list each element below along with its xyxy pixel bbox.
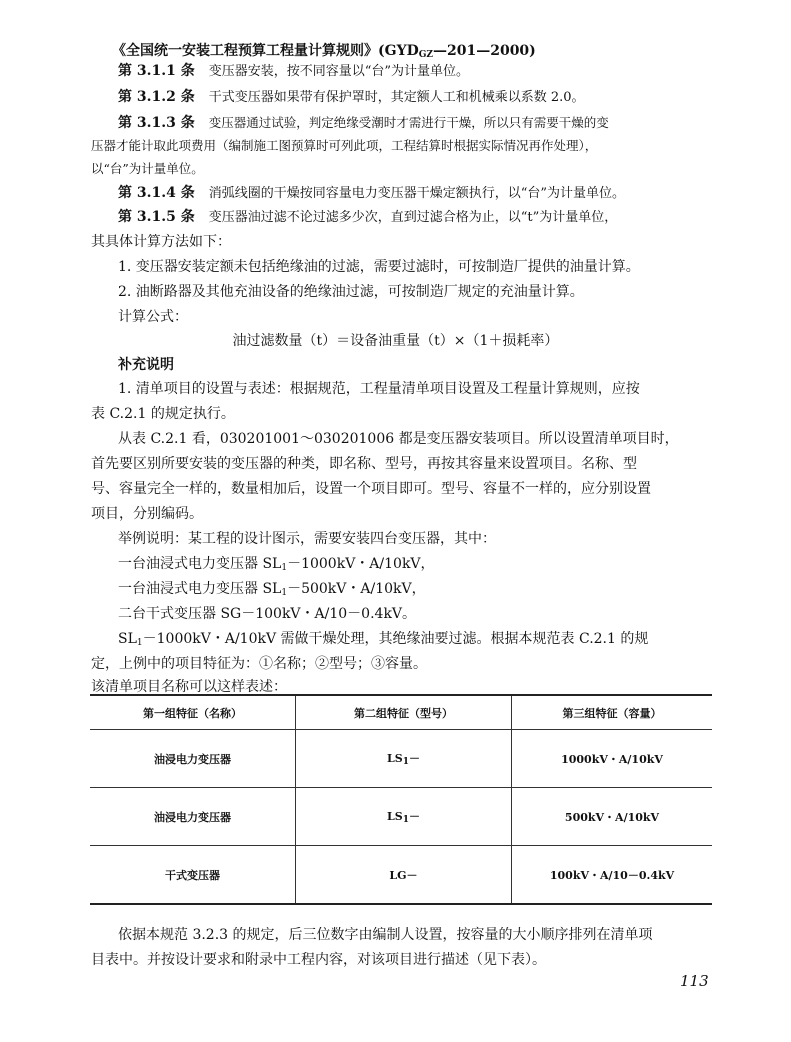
cell-capacity: 100kV・A/10－0.4kV xyxy=(512,846,713,905)
article-number: 第 3.1.2 条 xyxy=(118,89,195,105)
subscript: 1 xyxy=(281,563,288,573)
article-text: 变压器油过滤不论过滤多少次，直到过滤合格为止，以“t”为计量单位， xyxy=(208,210,618,225)
model-text: LG－ xyxy=(389,868,418,882)
example-item: 二台干式变压器 SG－100kV・A/10－0.4kV。 xyxy=(118,606,417,622)
example-item xyxy=(118,580,426,602)
example-text: 一台油浸式电力变压器 SL xyxy=(118,581,282,597)
subscript: 1 xyxy=(402,757,409,767)
article-number: 第 3.1.1 条 xyxy=(118,63,195,79)
paragraph-text xyxy=(118,630,648,652)
table-header-row xyxy=(90,695,712,730)
section-heading: 补充说明 xyxy=(118,357,174,373)
model-text: LS xyxy=(387,810,403,823)
method-item: 1. 变压器安装定额未包括绝缘油的过滤，需要过滤时，可按制造厂提供的油量计算。 xyxy=(118,259,640,275)
article-text-continued: 压器才能计取此项费用（编制施工图预算时可列此项，工程结算时根据实际情况再作处理）， xyxy=(91,138,598,153)
paragraph-text: 目表中。并按设计要求和附录中工程内容，对该项目进行描述（见下表）。 xyxy=(91,952,546,968)
article-number: 第 3.1.5 条 xyxy=(118,209,195,225)
article-3-1-4 xyxy=(118,184,625,203)
article-text: 变压器安装，按不同容量以“台”为计量单位。 xyxy=(208,64,470,79)
feature-table xyxy=(90,694,712,905)
table-row xyxy=(90,730,712,788)
paragraph-text: 1. 清单项目的设置与表述：根据规范，工程量清单项目设置及工程量计算规则，应按 xyxy=(118,381,640,397)
paragraph-text: 该清单项目名称可以这样表述： xyxy=(91,679,287,695)
paragraph-fragment: SL xyxy=(118,631,137,647)
article-3-1-5 xyxy=(118,208,617,227)
table-row xyxy=(90,788,712,846)
subscript: 1 xyxy=(402,815,409,825)
paragraph-text: 表 C.2.1 的规定执行。 xyxy=(91,406,235,422)
example-text: －1000kV・A/10kV， xyxy=(287,556,435,572)
article-3-1-2 xyxy=(118,88,585,107)
example-item xyxy=(118,555,435,577)
page-number: 113 xyxy=(680,972,709,990)
paragraph-text: 依据本规范 3.2.3 的规定，后三位数字由编制人设置，按容量的大小顺序排列在清单项 xyxy=(118,927,653,943)
cell-name: 油浸电力变压器 xyxy=(90,788,296,846)
model-text: LS xyxy=(387,752,403,765)
article-number: 第 3.1.4 条 xyxy=(118,185,195,201)
reference-title xyxy=(112,40,536,60)
cell-name: 干式变压器 xyxy=(90,846,296,905)
article-3-1-3 xyxy=(118,114,609,132)
cell-name: 油浸电力变压器 xyxy=(90,730,296,788)
cell-capacity: 500kV・A/10kV xyxy=(512,788,713,846)
title-text: 《全国统一安装工程预算工程量计算规则》(GYD xyxy=(112,43,419,59)
cell-model xyxy=(296,788,512,846)
column-header: 第三组特征（容量） xyxy=(512,695,713,730)
paragraph-fragment: －1000kV・A/10kV 需做干燥处理，其绝缘油要过滤。根据本规范表 C.2.1 的规 xyxy=(142,631,649,647)
article-text-continued: 以“台”为计量单位。 xyxy=(91,161,204,176)
article-text: 干式变压器如果带有保护罩时，其定额人工和机械乘以系数 2.0。 xyxy=(208,90,585,105)
article-3-1-1 xyxy=(118,62,469,81)
model-text: － xyxy=(408,810,420,823)
title-text-end: —201—2000) xyxy=(432,43,536,59)
model-text: － xyxy=(408,752,420,765)
paragraph-text: 首先要区别所要安装的变压器的种类，即名称、型号，再按其容量来设置项目。名称、型 xyxy=(91,456,637,472)
paragraph-text: 项目，分别编码。 xyxy=(91,506,203,522)
cell-capacity: 1000kV・A/10kV xyxy=(512,730,713,788)
formula-label: 计算公式： xyxy=(118,309,188,325)
column-header: 第二组特征（型号） xyxy=(296,695,512,730)
paragraph-text: 号、容量完全一样的，数量相加后，设置一个项目即可。型号、容量不一样的，应分别设置 xyxy=(91,481,651,497)
column-header: 第一组特征（名称） xyxy=(90,695,296,730)
example-text: －500kV・A/10kV， xyxy=(287,581,426,597)
cell-model xyxy=(296,730,512,788)
paragraph-text: 定，上例中的项目特征为：①名称；②型号；③容量。 xyxy=(91,656,427,672)
method-item: 2. 油断路器及其他充油设备的绝缘油过滤，可按制造厂规定的充油量计算。 xyxy=(118,284,584,300)
example-text: 一台油浸式电力变压器 SL xyxy=(118,556,282,572)
article-text: 消弧线圈的干燥按同容量电力变压器干燥定额执行，以“台”为计量单位。 xyxy=(208,186,626,201)
title-subscript: GZ xyxy=(418,50,433,60)
article-text-continued: 其具体计算方法如下： xyxy=(91,234,231,250)
cell-model xyxy=(296,846,512,905)
subscript: 1 xyxy=(136,638,143,648)
article-text: 变压器通过试验，判定绝缘受潮时才需进行干燥，所以只有需要干燥的变 xyxy=(208,115,609,130)
subscript: 1 xyxy=(281,588,288,598)
formula: 油过滤数量（t）＝设备油重量（t）×（1＋损耗率） xyxy=(232,333,559,349)
article-number: 第 3.1.3 条 xyxy=(118,115,195,131)
table-row xyxy=(90,846,712,905)
example-intro: 举例说明：某工程的设计图示，需要安装四台变压器，其中： xyxy=(118,531,496,547)
paragraph-text: 从表 C.2.1 看，030201001～030201006 都是变压器安装项目。所以设置清单项目时， xyxy=(118,431,679,447)
